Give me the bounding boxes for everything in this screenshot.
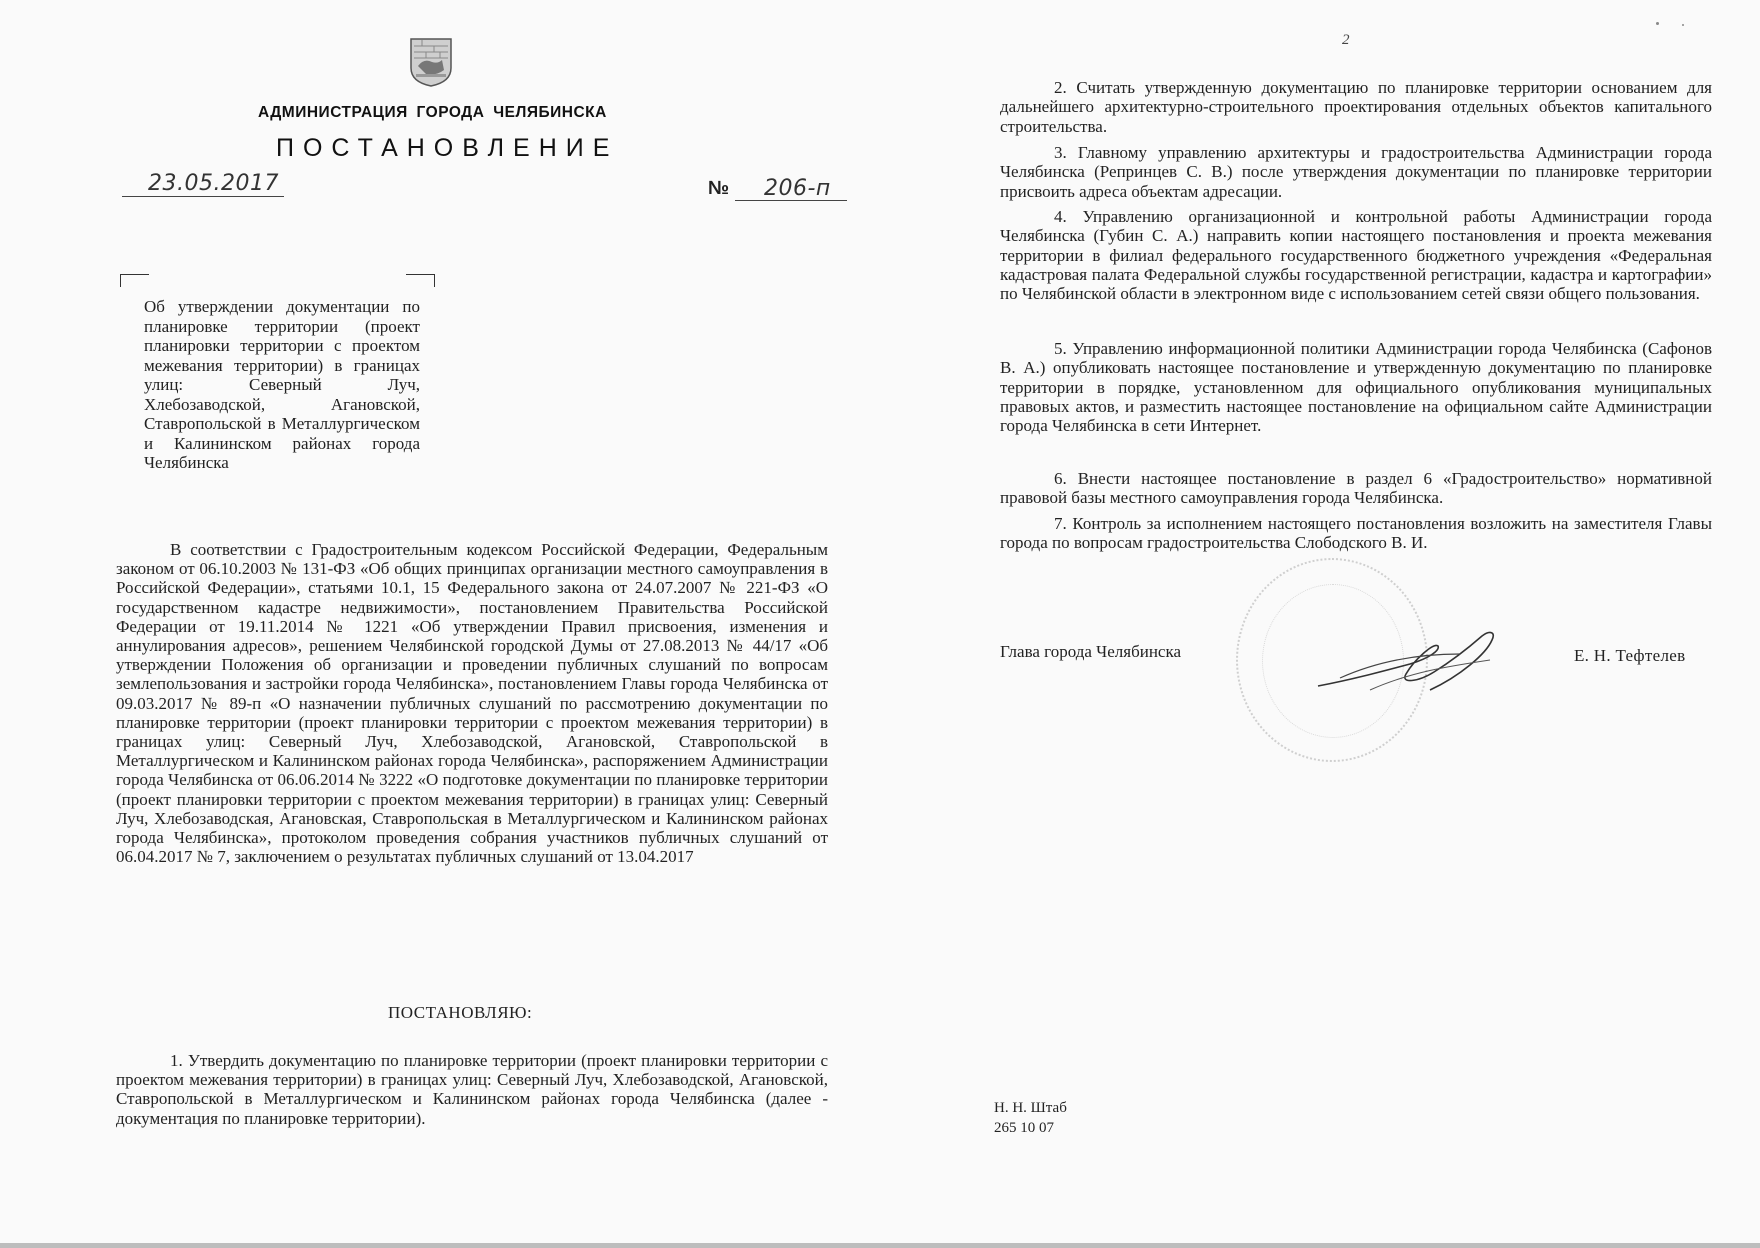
decree-item-1: 1. Утвердить документацию по планировке территории (проект планировки территории с проектом межевания территории) в границах улиц: Северный Луч, Хлебозаводской, Агановской, Ставропольской в Металлургическом и Калининском районах города Челябинска (далее - документация по планировке территории). [116, 1051, 828, 1128]
decree-item-2: 2. Считать утвержденную документацию по планировке территории основанием для дальнейшего архитектурно-строительного проектирования отдельных объектов капитального строительства. [1000, 78, 1712, 136]
page-2 [880, 0, 1760, 1243]
preamble-paragraph: В соответствии с Градостроительным кодексом Российской Федерации, Федеральным законом от 06.10.2003 № 131-ФЗ «Об общих принципах организации местного самоуправления в Российской Федерации», статьями 10.1, 15 Федерального закона от 24.07.2007 № 221-ФЗ «О государственном кадастре недвижимости», постановлением Правительства Российской Федерации от 19.11.2014 № 1221 «Об утверждении Правил присвоения, изменения и аннулирования адресов», решением Челябинской городской Думы от 27.08.2013 № 44/17 «Об утверждении Положения об организации и проведении публичных слушаний по вопросам землепользования и застройки города Челябинска», постановлением Главы города Челябинска от 09.03.2017 № 89-п «О назначении публичных слушаний по рассмотрению документации по планировке территории (проект планировки территории с проектом межевания территории) в границах улиц: Северный Луч, Хлебозаводской, Агановской, Ставропольской в Металлургическом и Калининском районах города Челябинска», распоряжением Администрации города Челябинска от 06.06.2014 № 3222 «О подготовке документации по планировке территории (проект планировки территории с проектом межевания территории) в границах улиц: Северный Луч, Хлебозаводская, Агановская, Ставропольская в Металлургическом и Калининском районах города Челябинска», протоколом проведения собрания участников публичных слушаний от 06.04.2017 № 7, заключением о результатах публичных слушаний от 13.04.2017 [116, 540, 828, 867]
decree-item-6: 6. Внести настоящее постановление в раздел 6 «Градостроительство» нормативной правовой базы местного самоуправления города Челябинска. [1000, 469, 1712, 508]
number-sign: № [708, 178, 730, 199]
executor-info [994, 1098, 1067, 1138]
scan-speck [1656, 22, 1659, 25]
signatory-title: Глава города Челябинска [1000, 642, 1182, 661]
handwritten-signature [1310, 620, 1510, 710]
decree-item-7: 7. Контроль за исполнением настоящего постановления возложить на заместителя Главы города по вопросам градостроительства Слободского В. И. [1000, 514, 1712, 553]
subject-corner-left [120, 274, 149, 287]
document-number: 206-п [764, 176, 831, 201]
subject-corner-right [406, 274, 435, 287]
signatory-name: Е. Н. Тефтелев [1574, 646, 1686, 665]
executor-name: Н. Н. Штаб [994, 1100, 1067, 1116]
city-emblem-icon [408, 36, 454, 88]
page-1 [0, 0, 880, 1243]
decree-heading: ПОСТАНОВЛЯЮ: [388, 1003, 533, 1022]
organization-name: АДМИНИСТРАЦИЯ ГОРОДА ЧЕЛЯБИНСКА [258, 104, 607, 121]
decree-item-5: 5. Управлению информационной политики Администрации города Челябинска (Сафонов В. А.) опубликовать настоящее постановление и утвержденную документацию по планировке территории в порядке, установленном для официального опубликования муниципальных правовых актов, и разместить настоящее постановление на официальном сайте Администрации города Челябинска в сети Интернет. [1000, 339, 1712, 436]
document-date: 23.05.2017 [148, 171, 279, 196]
decree-item-4: 4. Управлению организационной и контрольной работы Администрации города Челябинска (Губин С. А.) направить копии настоящего постановления и проекта межевания территории в филиал федерального государственного бюджетного учреждения «Федеральная кадастровая палата Федеральной службы государственной регистрации, кадастра и картографии» по Челябинской области в электронном виде с использованием сетей связи общего пользования. [1000, 207, 1712, 304]
number-underline [735, 200, 847, 201]
decree-item-3: 3. Главному управлению архитектуры и градостроительства Администрации города Челябинска (Репринцев С. В.) после утверждения документации по планировке территории присвоить адреса объектам адресации. [1000, 143, 1712, 201]
document-type-title: ПОСТАНОВЛЕНИЕ [276, 134, 619, 162]
date-underline [122, 196, 284, 197]
executor-phone: 265 10 07 [994, 1120, 1054, 1136]
document-subject: Об утверждении документации по планировке территории (проект планировки территории с проектом межевания территории) в границах улиц: Северный Луч, Хлебозаводской, Агановской, Ставропольской в Металлургическом и Калининском районах города Челябинска [144, 297, 420, 472]
scan-speck [1682, 24, 1684, 26]
page-number: 2 [1342, 32, 1350, 48]
